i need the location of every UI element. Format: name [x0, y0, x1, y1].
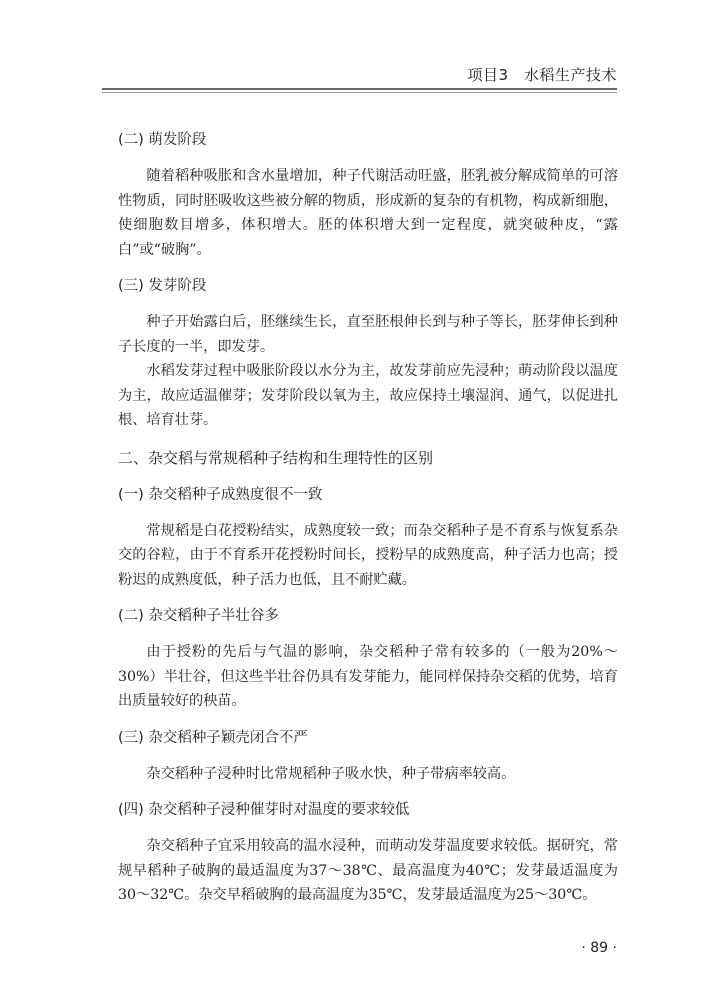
paragraph: 杂交稻种子浸种时比常规稻种子吸水快，种子带病率较高。	[146, 765, 516, 782]
subheading-sprouting-stage: (三) 发芽阶段	[118, 278, 207, 294]
paragraph: 随着稻种吸胀和含水量增加，种子代谢活动旺盛，胚乳被分解成简单的可溶性物质，同时胚吸收这些被分解的物质，形成新的复杂的有机物，构成新细胞，使细胞数目增多，体积增大。胚的体积增大到一定程度，就突破种皮，“露白”或“破胸”。	[118, 168, 618, 258]
body-content	[118, 130, 618, 922]
running-header: 项目3 水稻生产技术	[467, 66, 617, 84]
paragraph: 杂交稻种子宜采用较高的温水浸种，而萌动发芽温度要求较低。据研究，常规早稻种子破胸的最适温度为37～38℃、最高温度为40℃；发芽最适温度为30～32℃。杂交早稻破胸的最高温度为35℃，发芽最适温度为25～30℃。	[118, 838, 618, 903]
header-rule	[102, 88, 617, 90]
subheading-half-filled-grains: (二) 杂交稻种子半壮谷多	[118, 608, 279, 624]
subheading-temperature: (四) 杂交稻种子浸种催芽时对温度的要求较低	[118, 802, 410, 818]
header-rule-secondary	[102, 92, 617, 93]
subheading-germination-stage: (二) 萌发阶段	[118, 132, 207, 148]
paragraph: 种子开始露白后，胚继续生长，直至胚根伸长到与种子等长，胚芽伸长到种子长度的一半，即发芽。	[118, 314, 618, 355]
paragraph: 由于授粉的先后与气温的影响，杂交稻种子常有较多的（一般为20%～30%）半壮谷，但这些半壮谷仍具有发芽能力，能同样保持杂交稻的优势，培育出质量较好的秧苗。	[118, 644, 618, 709]
section-heading: 二、杂交稻与常规稻种子结构和生理特性的区别	[118, 448, 434, 467]
subheading-hull-closure: (三) 杂交稻种子颖壳闭合不严	[118, 729, 308, 746]
paragraph: 常规稻是白花授粉结实，成熟度较一致；而杂交稻种子是不育系与恢复系杂交的谷粒，由于不育系开花授粉时间长，授粉早的成熟度高，种子活力也高；授粉迟的成熟度低，种子活力也低，且不耐贮藏。	[118, 522, 618, 588]
page-number: · 89 ·	[581, 940, 617, 956]
paragraph: 水稻发芽过程中吸胀阶段以水分为主，故发芽前应先浸种；萌动阶段以温度为主，故应适温催芽；发芽阶段以氧为主，故应保持土壤湿润、通气，以促进扎根、培育壮芽。	[118, 363, 618, 428]
subheading-maturity: (一) 杂交稻种子成熟度很不一致	[118, 486, 323, 503]
